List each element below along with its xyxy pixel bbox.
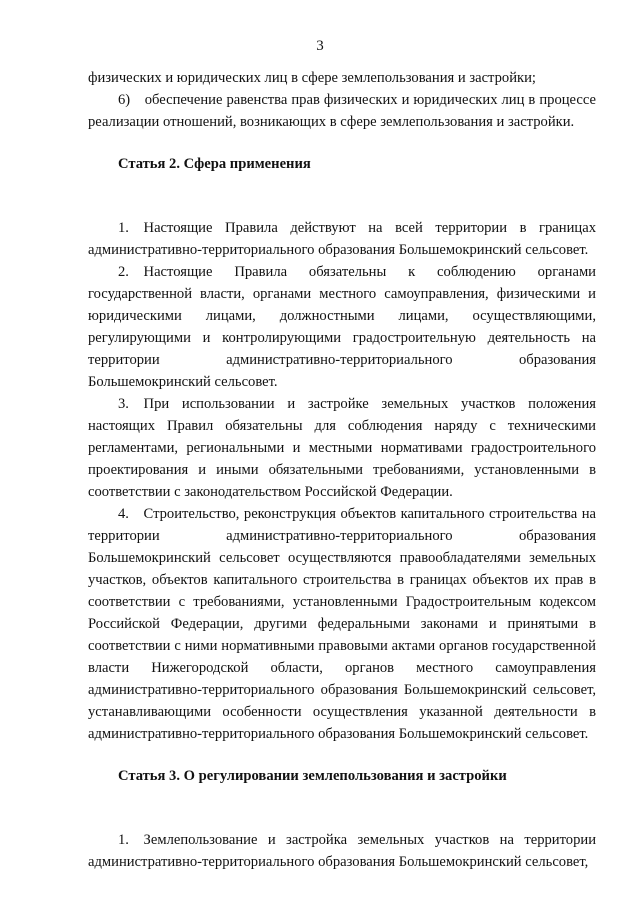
article-2-paragraph-4: 4. Строительство, реконструкция объектов капитального строительства на территории административно-территориального образования Большемокринский сельсовет осуществляются правообладателями земельных участков, объектов капитального строительства в границах объектов их прав в соответствии с требованиями, установленными Градостроительным кодексом Российской Федерации, другими федеральными законами и принятыми в соответствии с ними нормативными правовыми актами органов государственной власти Нижегородской области, органов местного самоуправления административно-территориального образования Большемокринский сельсовет, устанавливающими особенности осуществления указанной деятельности в административно-территориального образования Большемокринский сельсовет. [88,506,596,742]
article-3-paragraph-1: 1. Землепользование и застройка земельных участков на территории административно-территориального образования Большемокринский сельсовет, [88,832,596,870]
article-2-paragraph-1: 1. Настоящие Правила действуют на всей территории в границах административно-территориального образования Большемокринский сельсовет. [88,220,596,258]
article-2-heading: Статья 2. Сфера применения [118,156,311,172]
article-3-heading: Статья 3. О регулировании землепользования и застройки [118,768,507,784]
page-number: 3 [316,38,324,54]
article-2-paragraph-3: 3. При использовании и застройке земельных участков положения настоящих Правил обязательны для соблюдения наряду с техническими регламентами, региональными и местными нормативами градостроительного проектирования и иными обязательными требованиями, установленными в соответствии с законодательством Российской Федерации. [88,396,596,500]
article-2-paragraph-2: 2. Настоящие Правила обязательны к соблюдению органами государственной власти, органами местного самоуправления, физическими и юридическими лицами, должностными лицами, осуществляющими, регулирующими и контролирующими градостроительную деятельность на территории административно-территориального образования Большемокринский сельсовет. [88,264,596,390]
list-item-6: 6) обеспечение равенства прав физических и юридических лиц в процессе реализации отношений, возникающих в сфере землепользования и застройки. [88,92,596,130]
continued-line: физических и юридических лиц в сфере землепользования и застройки; [88,70,536,86]
document-body [88,67,596,873]
